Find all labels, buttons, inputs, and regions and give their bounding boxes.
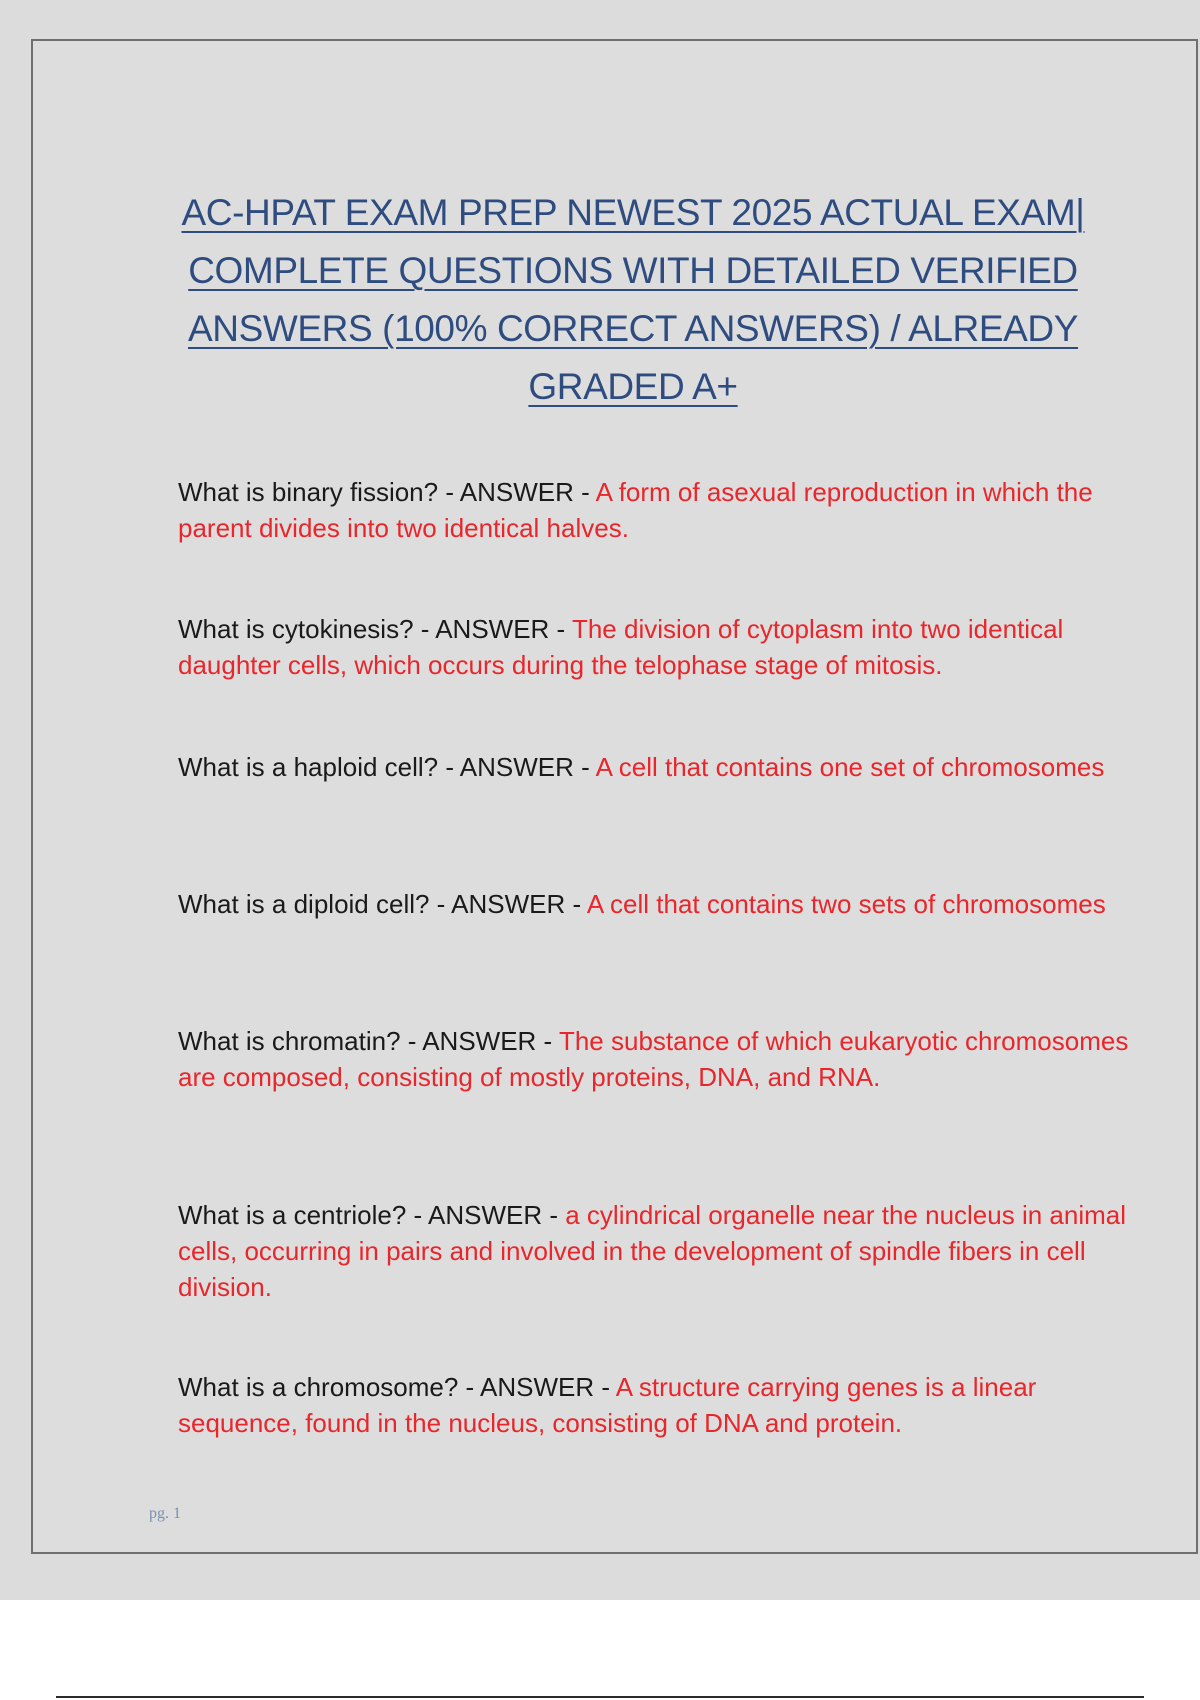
answer-text: The division of cytoplasm into two identical daughter cells, which occurs during the telophase stage of mitosis. [178, 614, 1064, 680]
question-text: What is cytokinesis? - ANSWER - [178, 614, 572, 644]
answer-text: A structure carrying genes is a linear sequence, found in the nucleus, consisting of DNA and protein. [178, 1372, 1037, 1438]
page-number: pg. 1 [149, 1505, 181, 1522]
question-text: What is a centriole? - ANSWER - [178, 1200, 566, 1230]
qa-item [178, 1369, 1138, 1441]
answer-text: The substance of which eukaryotic chromosomes are composed, consisting of mostly proteins, DNA, and RNA. [178, 1026, 1129, 1092]
question-text: What is binary fission? - ANSWER - [178, 477, 596, 507]
title-line-3: ANSWERS (100% CORRECT ANSWERS) / ALREADY [187, 308, 1079, 349]
question-text: What is a haploid cell? - ANSWER - [178, 752, 596, 782]
title-line-2: COMPLETE QUESTIONS WITH DETAILED VERIFIED [188, 250, 1078, 291]
qa-item [178, 1197, 1138, 1305]
qa-item [178, 611, 1138, 683]
qa-item [178, 749, 1138, 785]
qa-item [178, 1023, 1138, 1095]
qa-item [178, 474, 1138, 546]
question-text: What is a chromosome? - ANSWER - [178, 1372, 616, 1402]
answer-text: A cell that contains two sets of chromosomes [586, 889, 1106, 919]
document-page [31, 39, 1198, 1554]
divider [56, 1696, 1144, 1698]
title-line-1: AC-HPAT EXAM PREP NEWEST 2025 ACTUAL EXAM| [181, 192, 1085, 233]
answer-text: a cylindrical organelle near the nucleus in animal cells, occurring in pairs and involved in the development of spindle fibers in cell division. [178, 1200, 1126, 1302]
document-title [133, 184, 1133, 416]
title-line-4: GRADED A+ [528, 366, 738, 407]
qa-item [178, 886, 1138, 922]
answer-text: A form of asexual reproduction in which the parent divides into two identical halves. [178, 477, 1093, 543]
question-text: What is a diploid cell? - ANSWER - [178, 889, 587, 919]
answer-text: A cell that contains one set of chromosomes [595, 752, 1105, 782]
question-text: What is chromatin? - ANSWER - [178, 1026, 559, 1056]
